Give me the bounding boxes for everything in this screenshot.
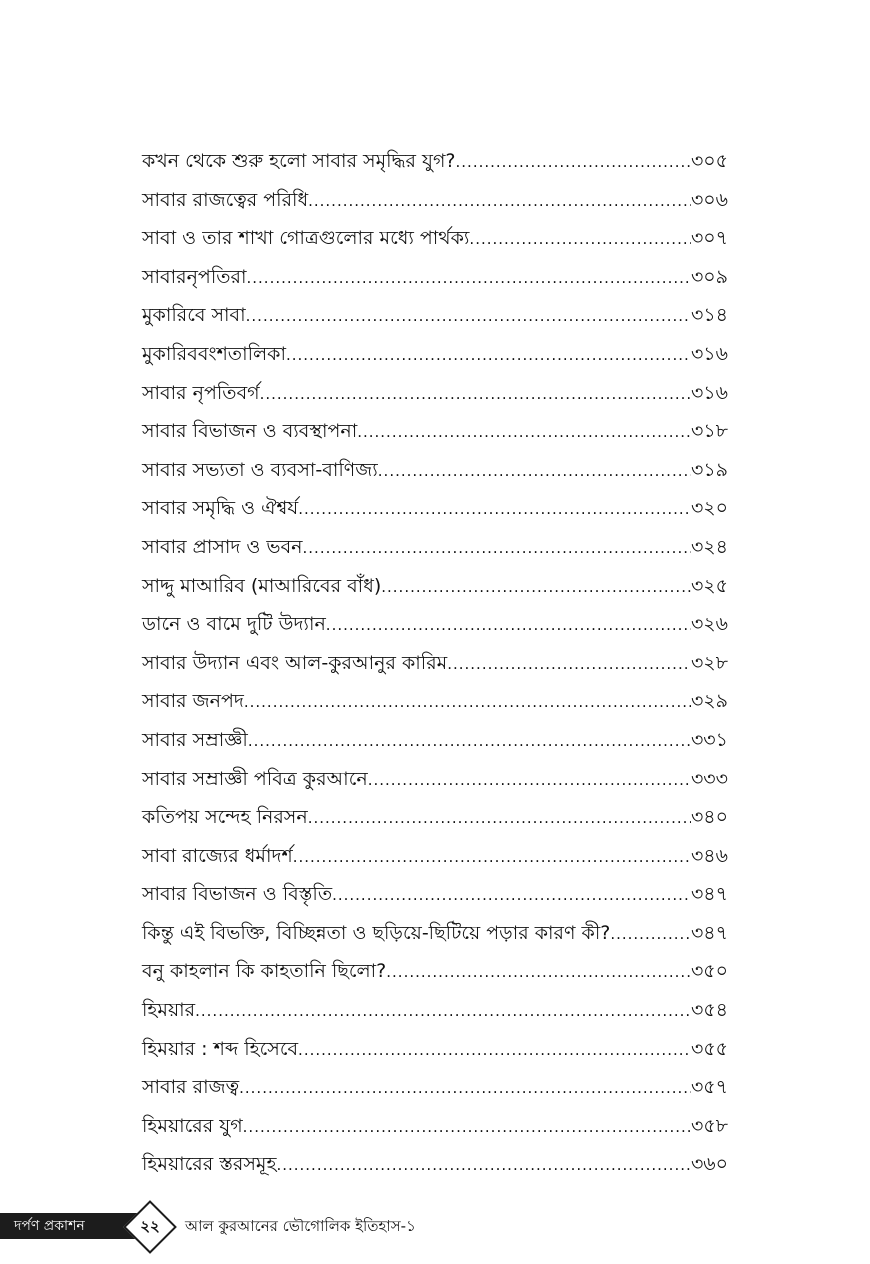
dot-leader [244,683,691,722]
dot-leader [308,799,691,838]
dot-leader [357,413,691,452]
toc-entry [142,412,728,451]
toc-entry-title: হিময়ার [142,999,196,1022]
toc-entry [142,760,728,799]
toc-entry [142,142,728,181]
toc-entry [142,682,728,721]
toc-entry-page: ৩২৯ [690,690,728,713]
dot-leader [469,220,691,259]
toc-entry [142,296,728,335]
dot-leader [246,297,691,336]
toc-entry-title: হিময়ার : শব্দ হিসেবে [142,1037,299,1060]
toc-entry-title: সাবার সমৃদ্ধি ও ঐশ্বর্য [142,497,299,520]
dot-leader [610,915,691,954]
toc-entry-page: ৩৫০ [690,960,728,983]
toc-entry-title: সাবার বিভাজন ও ব্যবস্থাপনা [142,420,358,443]
dot-leader [298,490,691,529]
toc-entry-title: সাবার সম্রাজ্ঞী পবিত্র কুরআনে [142,767,368,790]
toc-entry-page: ৩৫৫ [690,1037,728,1060]
toc-entry [142,914,728,953]
toc-entry-title: সাবার জনপদ [142,690,244,713]
toc-entry-page: ৩৩৩ [690,767,728,790]
dot-leader [456,143,691,182]
toc-entry-page: ৩১৬ [690,342,728,365]
toc-entry-title: মুকারিবে সাবা [142,304,246,327]
dot-leader [303,529,691,568]
dot-leader [286,336,691,375]
dot-leader [260,375,691,414]
toc-entry-page: ৩২৪ [690,535,728,558]
page-footer [0,1200,870,1252]
toc-entry-title: ডানে ও বামে দুটি উদ্যান [142,613,326,636]
toc-entry-page: ৩২৮ [690,651,728,674]
toc-entry [142,644,728,683]
toc-entry-page: ৩২৬ [690,613,728,636]
dot-leader [326,606,691,645]
toc-entry-title: সাবার উদ্যান এবং আল-কুরআনুর কারিম [142,651,448,674]
toc-entry [142,837,728,876]
dot-leader [243,1108,691,1147]
toc-entry [142,798,728,837]
toc-entry-page: ৩৪৬ [690,844,728,867]
toc-entry [142,181,728,220]
dot-leader [378,452,691,491]
toc-entry [142,1107,728,1146]
running-book-title: আল কুরআনের ভৌগোলিক ইতিহাস-১ [185,1217,416,1235]
dot-leader [239,1069,691,1108]
toc-entry-page: ৩৫৪ [690,999,728,1022]
toc-entry [142,374,728,413]
toc-entry [142,952,728,991]
toc-entry-title: সাবার বিভাজন ও বিস্তৃতি [142,883,333,906]
toc-entry-page: ৩০৯ [690,265,728,288]
toc-entry-page: ৩১৮ [690,420,728,443]
toc-entry [142,489,728,528]
toc-entry-title: কিন্তু এই বিভক্তি, বিচ্ছিন্নতা ও ছড়িয়ে-ছিটিয়ে পড়ার কারণ কী? [142,921,611,944]
toc-entry-title: সাবারনৃপতিরা [142,265,247,288]
toc-entry-title: সাবা রাজ্যের ধর্মাদর্শ [142,844,293,867]
toc-entry [142,219,728,258]
toc-entry [142,1068,728,1107]
dot-leader [247,259,691,298]
toc-entry-title: সাবার সভ্যতা ও ব্যবসা-বাণিজ্য [142,458,378,481]
dot-leader [381,568,691,607]
dot-leader [386,953,691,992]
toc-entry-title: হিময়ারের যুগ [142,1114,243,1137]
dot-leader [293,838,691,877]
dot-leader [368,761,691,800]
toc-entry-title: কখন থেকে শুরু হলো সাবার সমৃদ্ধির যুগ? [142,150,456,172]
toc-entry-title: সাবার রাজত্ব [142,1076,240,1099]
dot-leader [308,182,691,221]
toc-entry-page: ৩০৭ [690,227,728,250]
toc-entry-page: ৩৩১ [690,728,728,751]
toc-entry-page: ৩১৯ [690,458,728,481]
dot-leader [298,1031,691,1070]
toc-entry-page: ৩১৪ [690,304,728,327]
toc-entry-page: ৩০৫ [690,150,728,172]
toc-entry-title: হিময়ারের স্তরসমূহ [142,1153,277,1176]
toc-entry-page: ৩১৬ [690,381,728,404]
dot-leader [195,992,691,1031]
toc-entry-page: ৩৬০ [690,1153,728,1176]
dot-leader [276,1146,690,1185]
toc-entry-title: সাবার সম্রাজ্ঞী [142,728,248,751]
toc-entry [142,991,728,1030]
toc-entry [142,335,728,374]
toc-entry [142,875,728,914]
toc-entry-title: বনু কাহলান কি কাহতানি ছিলো? [142,960,387,983]
toc-entry-page: ৩০৬ [690,188,728,211]
toc-entry-title: সাবার রাজত্বের পরিধি [142,188,309,211]
toc-entry-page: ৩৫৭ [690,1076,728,1099]
toc-entry-page: ৩২৫ [690,574,728,597]
dot-leader [332,876,691,915]
toc-entry-title: সাবার প্রাসাদ ও ভবন [142,535,303,558]
toc-entry-title: সাদ্দু মাআরিব (মাআরিবের বাঁধ) [142,574,382,597]
toc-entry [142,721,728,760]
publisher-name: দর্পণ প্রকাশন [14,1218,85,1234]
toc-entry [142,1030,728,1069]
toc-entry-page: ৩৪৭ [690,883,728,906]
dot-leader [248,722,691,761]
toc-entry-title: কতিপয় সন্দেহ নিরসন [142,806,308,829]
page-number: ২২ [140,1217,160,1235]
toc-entry [142,258,728,297]
table-of-contents [142,142,728,1184]
toc-entry-page: ৩৪৭ [690,921,728,944]
dot-leader [447,645,691,684]
toc-entry-title: সাবার নৃপতিবর্গ [142,381,260,404]
toc-entry-page: ৩৪০ [690,806,728,829]
toc-entry-title: মুকারিববংশতালিকা [142,342,286,365]
toc-entry [142,1145,728,1184]
toc-entry [142,567,728,606]
toc-entry-page: ৩২০ [690,497,728,520]
toc-entry [142,528,728,567]
toc-entry-page: ৩৫৮ [690,1114,728,1137]
toc-entry [142,451,728,490]
toc-entry [142,605,728,644]
toc-entry-title: সাবা ও তার শাখা গোত্রগুলোর মধ্যে পার্থক্য [142,227,470,250]
